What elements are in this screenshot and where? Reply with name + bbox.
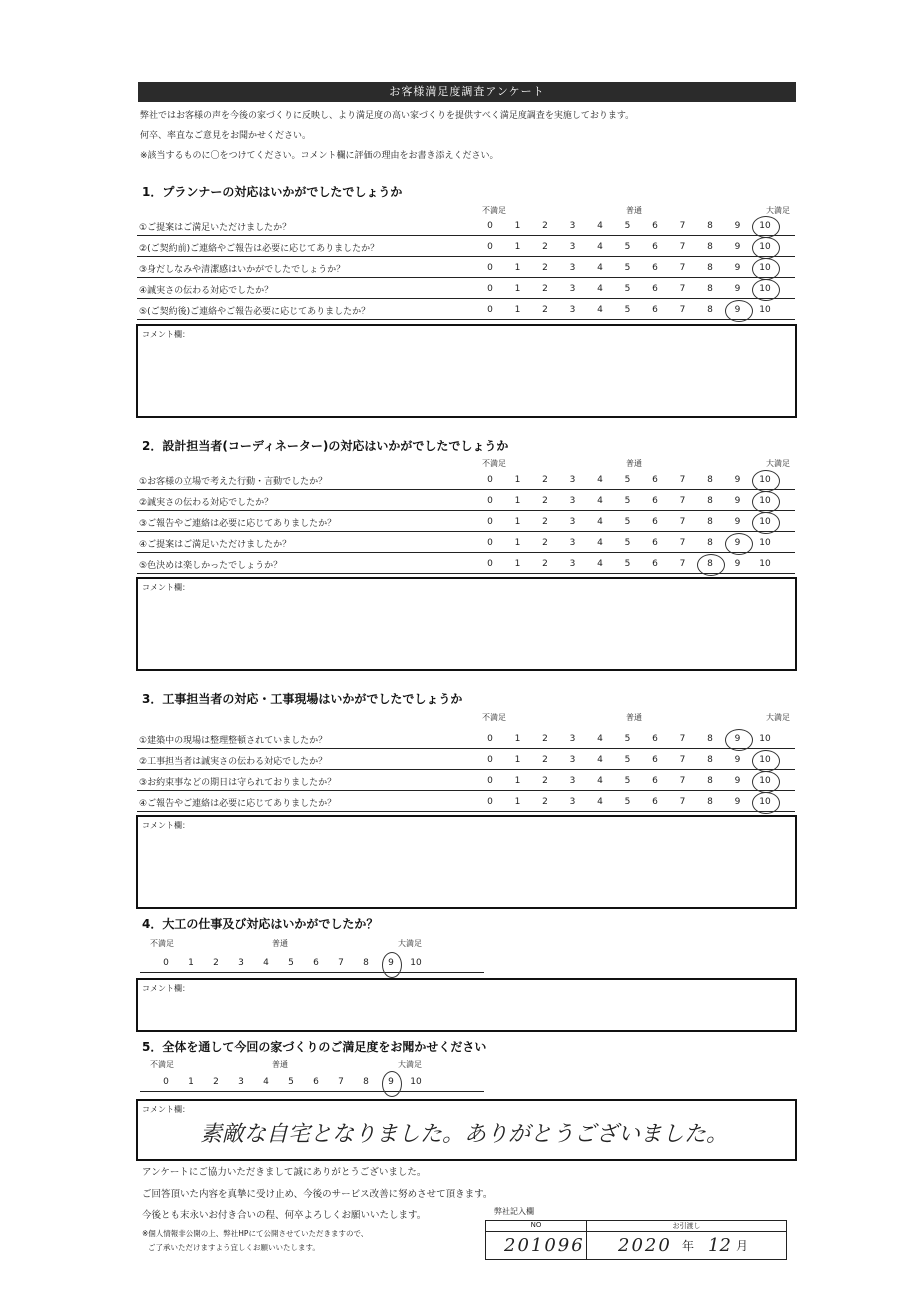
rating-option-9[interactable]: 9 [734,755,741,765]
scale-label-low: 不満足 [150,1060,174,1069]
comment-box[interactable] [136,324,797,418]
rating-option-5[interactable]: 5 [624,734,631,744]
rating-scale [480,538,780,550]
question-row [137,215,795,236]
rating-option-9[interactable]: 9 [734,538,741,548]
rating-option-8[interactable]: 8 [707,517,713,527]
comment-label: コメント欄： [142,821,190,830]
rating-option-0[interactable]: 0 [487,734,493,744]
rating-option-0[interactable]: 0 [487,284,493,294]
rating-option-10[interactable]: 10 [759,559,771,569]
rating-option-7[interactable]: 7 [679,797,686,807]
rating-option-10[interactable]: 10 [410,1077,422,1087]
rating-option-6[interactable]: 6 [652,242,658,252]
rating-option-4[interactable]: 4 [597,734,603,744]
question-text: ①お客様の立場で考えた行動・言動でしたか？ [139,477,328,487]
scale-label-mid: 普通 [626,459,642,468]
rating-option-0[interactable]: 0 [163,958,169,968]
rating-option-1[interactable]: 1 [188,1077,194,1087]
rating-option-5[interactable]: 5 [624,517,631,527]
rating-option-3[interactable]: 3 [569,734,576,744]
rating-option-0[interactable]: 0 [487,538,493,548]
rating-option-9[interactable]: 9 [734,305,741,315]
rating-option-9[interactable]: 9 [734,559,741,569]
rating-option-8[interactable]: 8 [707,776,713,786]
question-row [137,728,795,749]
rating-scale [480,475,780,487]
question-row [137,553,795,574]
privacy-note-1: ※個人情報非公開の上、弊社HPにて公開させていただきますので、 [142,1229,369,1238]
question-row [137,749,795,770]
rating-option-8[interactable]: 8 [707,284,713,294]
rating-option-5[interactable]: 5 [624,263,631,273]
rating-option-7[interactable]: 7 [679,734,686,744]
rating-option-6[interactable]: 6 [652,263,658,273]
scale-label-high: 大満足 [766,459,790,468]
rating-option-6[interactable]: 6 [313,1077,319,1087]
rating-option-6[interactable]: 6 [652,496,658,506]
rating-option-1[interactable]: 1 [514,284,521,294]
rating-option-0[interactable]: 0 [487,305,493,315]
question-text: ②(ご契約前)ご連絡やご報告は必要に応じてありましたか？ [139,244,380,254]
rating-option-7[interactable]: 7 [679,284,686,294]
rating-option-4[interactable]: 4 [597,263,603,273]
rating-option-2[interactable]: 2 [542,242,548,252]
rating-option-4[interactable]: 4 [597,776,603,786]
question-row [137,791,795,812]
rating-option-4[interactable]: 4 [597,242,603,252]
question-text: ②工事担当者は誠実さの伝わる対応でしたか？ [139,757,328,767]
rating-option-5[interactable]: 5 [624,242,631,252]
rating-option-4[interactable]: 4 [597,517,603,527]
question-text: ③ご報告やご連絡は必要に応じてありましたか？ [139,519,337,529]
rating-option-6[interactable]: 6 [313,958,319,968]
rating-option-8[interactable]: 8 [707,242,713,252]
rating-option-5[interactable]: 5 [624,797,631,807]
rating-option-2[interactable]: 2 [542,755,548,765]
rating-option-2[interactable]: 2 [542,284,548,294]
rating-option-4[interactable]: 4 [597,538,603,548]
rating-option-10[interactable]: 10 [759,496,771,506]
rating-option-0[interactable]: 0 [487,517,493,527]
rating-scale [480,305,780,317]
rating-option-10[interactable]: 10 [759,475,771,485]
rating-option-0[interactable]: 0 [487,263,493,273]
rating-option-8[interactable]: 8 [707,797,713,807]
handwritten-comment: 素敵な自宅となりました。ありがとうございました。 [200,1122,729,1147]
question-text: ③身だしなみや清潔感はいかがでしたでしょうか？ [139,265,346,275]
section-title: 2．設計担当者(コーディネーター)の対応はいかがでしたでしょうか [142,439,509,453]
rating-scale [480,559,780,571]
question-row [137,770,795,791]
rating-option-3[interactable]: 3 [569,776,576,786]
rating-option-3[interactable]: 3 [569,755,576,765]
rating-option-7[interactable]: 7 [679,755,686,765]
rating-scale [480,263,780,275]
rating-option-7[interactable]: 7 [679,496,686,506]
rating-option-9[interactable]: 9 [734,776,741,786]
question-row [137,532,795,553]
rating-option-2[interactable]: 2 [542,517,548,527]
rating-option-5[interactable]: 5 [624,284,631,294]
rating-underline [140,972,484,973]
rating-option-10[interactable]: 10 [759,797,771,807]
comment-box[interactable] [136,577,797,671]
rating-option-1[interactable]: 1 [514,242,521,252]
scale-label-low: 不満足 [482,206,506,215]
rating-option-3[interactable]: 3 [238,1077,244,1087]
question-row [137,490,795,511]
office-header-line [486,1231,786,1232]
rating-option-9[interactable]: 9 [734,797,741,807]
rating-option-3[interactable]: 3 [569,517,576,527]
rating-option-5[interactable]: 5 [624,305,631,315]
rating-option-9[interactable]: 9 [734,263,741,273]
scale-label-high: 大満足 [766,206,790,215]
rating-option-5[interactable]: 5 [624,559,631,569]
rating-scale [480,517,780,529]
scale-label-low: 不満足 [482,713,506,722]
rating-option-3[interactable]: 3 [238,958,244,968]
rating-option-7[interactable]: 7 [338,1077,344,1087]
rating-option-8[interactable]: 8 [363,958,369,968]
rating-option-10[interactable]: 10 [759,305,771,315]
rating-option-4[interactable]: 4 [597,755,603,765]
rating-option-5[interactable]: 5 [624,496,631,506]
rating-option-4[interactable]: 4 [597,305,603,315]
rating-option-2[interactable]: 2 [542,776,548,786]
question-text: ④誠実さの伝わる対応でしたか？ [139,286,274,296]
rating-scale [480,797,780,809]
question-row [137,469,795,490]
rating-option-7[interactable]: 7 [679,242,686,252]
rating-option-0[interactable]: 0 [487,242,493,252]
rating-option-0[interactable]: 0 [487,797,493,807]
rating-option-1[interactable]: 1 [514,221,521,231]
question-text: ④ご報告やご連絡は必要に応じてありましたか？ [139,799,337,809]
rating-scale [480,242,780,254]
rating-option-9[interactable]: 9 [734,221,741,231]
rating-scale [480,496,780,508]
section-title: 5．全体を通して今回の家づくりのご満足度をお聞かせください [142,1040,487,1054]
footer-line-3: 今後とも末永いお付き合いの程、何卒よろしくお願いいたします。 [142,1210,427,1221]
rating-option-1[interactable]: 1 [514,559,521,569]
office-use-box [485,1220,787,1260]
rating-option-5[interactable]: 5 [288,1077,294,1087]
scale-label-low: 不満足 [150,939,174,948]
rating-option-3[interactable]: 3 [569,559,576,569]
footer-line-1: アンケートにご協力いただきまして誠にありがとうございました。 [142,1167,427,1178]
rating-option-8[interactable]: 8 [707,263,713,273]
rating-option-1[interactable]: 1 [514,755,521,765]
rating-option-4[interactable]: 4 [597,284,603,294]
rating-option-6[interactable]: 6 [652,538,658,548]
rating-option-6[interactable]: 6 [652,475,658,485]
rating-option-6[interactable]: 6 [652,755,658,765]
rating-option-1[interactable]: 1 [514,263,521,273]
privacy-note-2: ご了承いただけますよう宜しくお願いいたします。 [148,1243,320,1252]
rating-option-3[interactable]: 3 [569,263,576,273]
rating-option-6[interactable]: 6 [652,305,658,315]
rating-option-10[interactable]: 10 [759,263,771,273]
question-text: ④ご提案はご満足いただけましたか？ [139,540,292,550]
rating-option-1[interactable]: 1 [514,776,521,786]
rating-option-2[interactable]: 2 [213,1077,219,1087]
office-use-label: 弊社記入欄 [494,1207,534,1216]
rating-option-2[interactable]: 2 [542,475,548,485]
question-row [137,278,795,299]
intro-line-2: 何卒、率直なご意見をお聞かせください。 [140,131,312,141]
rating-option-2[interactable]: 2 [542,538,548,548]
rating-option-7[interactable]: 7 [679,776,686,786]
rating-option-1[interactable]: 1 [514,797,521,807]
rating-option-9[interactable]: 9 [734,734,741,744]
rating-option-1[interactable]: 1 [514,517,521,527]
scale-label-mid: 普通 [626,206,642,215]
rating-option-6[interactable]: 6 [652,517,658,527]
rating-option-2[interactable]: 2 [542,797,548,807]
question-row [137,511,795,532]
intro-line-3: ※該当するものに〇をつけてください。コメント欄に評価の理由をお書き添えください。 [140,151,499,161]
rating-option-7[interactable]: 7 [679,221,686,231]
rating-option-6[interactable]: 6 [652,221,658,231]
rating-option-3[interactable]: 3 [569,284,576,294]
scale-label-high: 大満足 [398,1060,422,1069]
rating-option-10[interactable]: 10 [759,242,771,252]
rating-option-3[interactable]: 3 [569,475,576,485]
rating-option-10[interactable]: 10 [759,776,771,786]
rating-option-0[interactable]: 0 [487,776,493,786]
rating-option-2[interactable]: 2 [213,958,219,968]
rating-option-0[interactable]: 0 [487,559,493,569]
rating-option-6[interactable]: 6 [652,559,658,569]
scale-label-low: 不満足 [482,459,506,468]
rating-option-2[interactable]: 2 [542,305,548,315]
question-text: ①ご提案はご満足いただけましたか？ [139,223,292,233]
rating-option-5[interactable]: 5 [624,221,631,231]
rating-option-3[interactable]: 3 [569,242,576,252]
rating-option-10[interactable]: 10 [759,734,771,744]
comment-label: コメント欄： [142,984,190,993]
survey-title: お客様満足度調査アンケート [138,82,796,102]
rating-option-4[interactable]: 4 [597,496,603,506]
rating-option-1[interactable]: 1 [514,734,521,744]
scale-label-mid: 普通 [272,1060,288,1069]
rating-option-2[interactable]: 2 [542,496,548,506]
rating-scale [480,776,780,788]
rating-option-0[interactable]: 0 [487,475,493,485]
question-row [137,236,795,257]
rating-option-8[interactable]: 8 [707,221,713,231]
rating-option-6[interactable]: 6 [652,284,658,294]
rating-option-9[interactable]: 9 [734,284,741,294]
rating-option-8[interactable]: 8 [707,538,713,548]
comment-label: コメント欄： [142,330,190,339]
question-text: ③お約束事などの期日は守られておりましたか？ [139,778,337,788]
rating-option-2[interactable]: 2 [542,734,548,744]
rating-option-5[interactable]: 5 [624,776,631,786]
scale-label-mid: 普通 [272,939,288,948]
rating-option-5[interactable]: 5 [624,755,631,765]
rating-option-9[interactable]: 9 [388,958,394,968]
rating-option-6[interactable]: 6 [652,776,658,786]
section-title: 1．プランナーの対応はいかがでしたでしょうか [142,185,403,199]
rating-option-7[interactable]: 7 [679,263,686,273]
section-title: 3．工事担当者の対応・工事現場はいかがでしたでしょうか [142,692,463,706]
rating-option-4[interactable]: 4 [597,559,603,569]
question-text: ②誠実さの伝わる対応でしたか？ [139,498,274,508]
scale-label-mid: 普通 [626,713,642,722]
comment-box[interactable] [136,815,797,909]
rating-option-3[interactable]: 3 [569,221,576,231]
rating-option-10[interactable]: 10 [410,958,422,968]
question-text: ⑤(ご契約後)ご連絡やご報告必要に応じてありましたか？ [139,307,371,317]
rating-option-3[interactable]: 3 [569,797,576,807]
rating-option-7[interactable]: 7 [679,559,686,569]
rating-option-4[interactable]: 4 [597,797,603,807]
rating-option-8[interactable]: 8 [707,734,713,744]
scale-label-high: 大満足 [398,939,422,948]
rating-scale [480,221,780,233]
rating-scale [480,734,780,746]
question-text: ①建築中の現場は整理整頓されていましたか？ [139,736,328,746]
rating-option-1[interactable]: 1 [188,958,194,968]
rating-underline [140,1091,484,1092]
rating-option-5[interactable]: 5 [288,958,294,968]
rating-option-8[interactable]: 8 [707,496,713,506]
rating-option-2[interactable]: 2 [542,221,548,231]
rating-option-4[interactable]: 4 [263,1077,269,1087]
rating-option-10[interactable]: 10 [759,755,771,765]
handover-month: 12 [708,1235,731,1256]
handover-month-unit: 月 [736,1239,749,1253]
rating-option-0[interactable]: 0 [487,755,493,765]
rating-option-10[interactable]: 10 [759,517,771,527]
question-row [137,257,795,278]
rating-option-6[interactable]: 6 [652,797,658,807]
rating-option-8[interactable]: 8 [707,559,713,569]
rating-option-0[interactable]: 0 [487,221,493,231]
comment-label: コメント欄： [142,1105,190,1114]
rating-option-10[interactable]: 10 [759,284,771,294]
rating-option-1[interactable]: 1 [514,496,521,506]
rating-option-1[interactable]: 1 [514,538,521,548]
rating-option-7[interactable]: 7 [679,305,686,315]
rating-option-3[interactable]: 3 [569,305,576,315]
rating-option-7[interactable]: 7 [679,517,686,527]
rating-option-6[interactable]: 6 [652,734,658,744]
rating-option-9[interactable]: 9 [734,517,741,527]
rating-scale [480,284,780,296]
comment-box[interactable] [136,978,797,1032]
rating-option-0[interactable]: 0 [487,496,493,506]
rating-option-7[interactable]: 7 [679,475,686,485]
footer-line-2: ご回答頂いた内容を真摯に受け止め、今後のサービス改善に努めさせて頂きます。 [142,1189,493,1200]
rating-option-8[interactable]: 8 [707,305,713,315]
rating-option-3[interactable]: 3 [569,496,576,506]
rating-option-5[interactable]: 5 [624,475,631,485]
comment-box[interactable] [136,1099,797,1161]
rating-option-1[interactable]: 1 [514,475,521,485]
intro-line-1: 弊社ではお客様の声を今後の家づくりに反映し、より満足度の高い家づくりを提供すべく満足度調査を実施しております。 [140,111,635,121]
rating-option-9[interactable]: 9 [388,1077,394,1087]
rating-option-1[interactable]: 1 [514,305,521,315]
rating-option-3[interactable]: 3 [569,538,576,548]
office-no-header: NO [530,1221,542,1229]
rating-option-0[interactable]: 0 [163,1077,169,1087]
rating-option-8[interactable]: 8 [363,1077,369,1087]
rating-option-7[interactable]: 7 [338,958,344,968]
rating-option-5[interactable]: 5 [624,538,631,548]
handover-year-unit: 年 [682,1239,695,1253]
rating-option-9[interactable]: 9 [734,496,741,506]
rating-option-10[interactable]: 10 [759,221,771,231]
rating-option-8[interactable]: 8 [707,755,713,765]
office-handover-header: お引渡し [672,1222,701,1230]
rating-option-4[interactable]: 4 [597,475,603,485]
rating-option-2[interactable]: 2 [542,559,548,569]
comment-label: コメント欄： [142,583,190,592]
rating-option-4[interactable]: 4 [263,958,269,968]
rating-option-9[interactable]: 9 [734,475,741,485]
office-no-value: 201096 [504,1235,585,1256]
rating-option-4[interactable]: 4 [597,221,603,231]
handover-year: 2020 [618,1235,672,1256]
section-title: 4．大工の仕事及び対応はいかがでしたか？ [142,917,379,931]
rating-scale [480,755,780,767]
rating-option-10[interactable]: 10 [759,538,771,548]
rating-option-2[interactable]: 2 [542,263,548,273]
rating-option-8[interactable]: 8 [707,475,713,485]
rating-option-7[interactable]: 7 [679,538,686,548]
scale-label-high: 大満足 [766,713,790,722]
question-text: ⑤色決めは楽しかったでしょうか？ [139,561,283,571]
question-row [137,299,795,320]
rating-option-9[interactable]: 9 [734,242,741,252]
